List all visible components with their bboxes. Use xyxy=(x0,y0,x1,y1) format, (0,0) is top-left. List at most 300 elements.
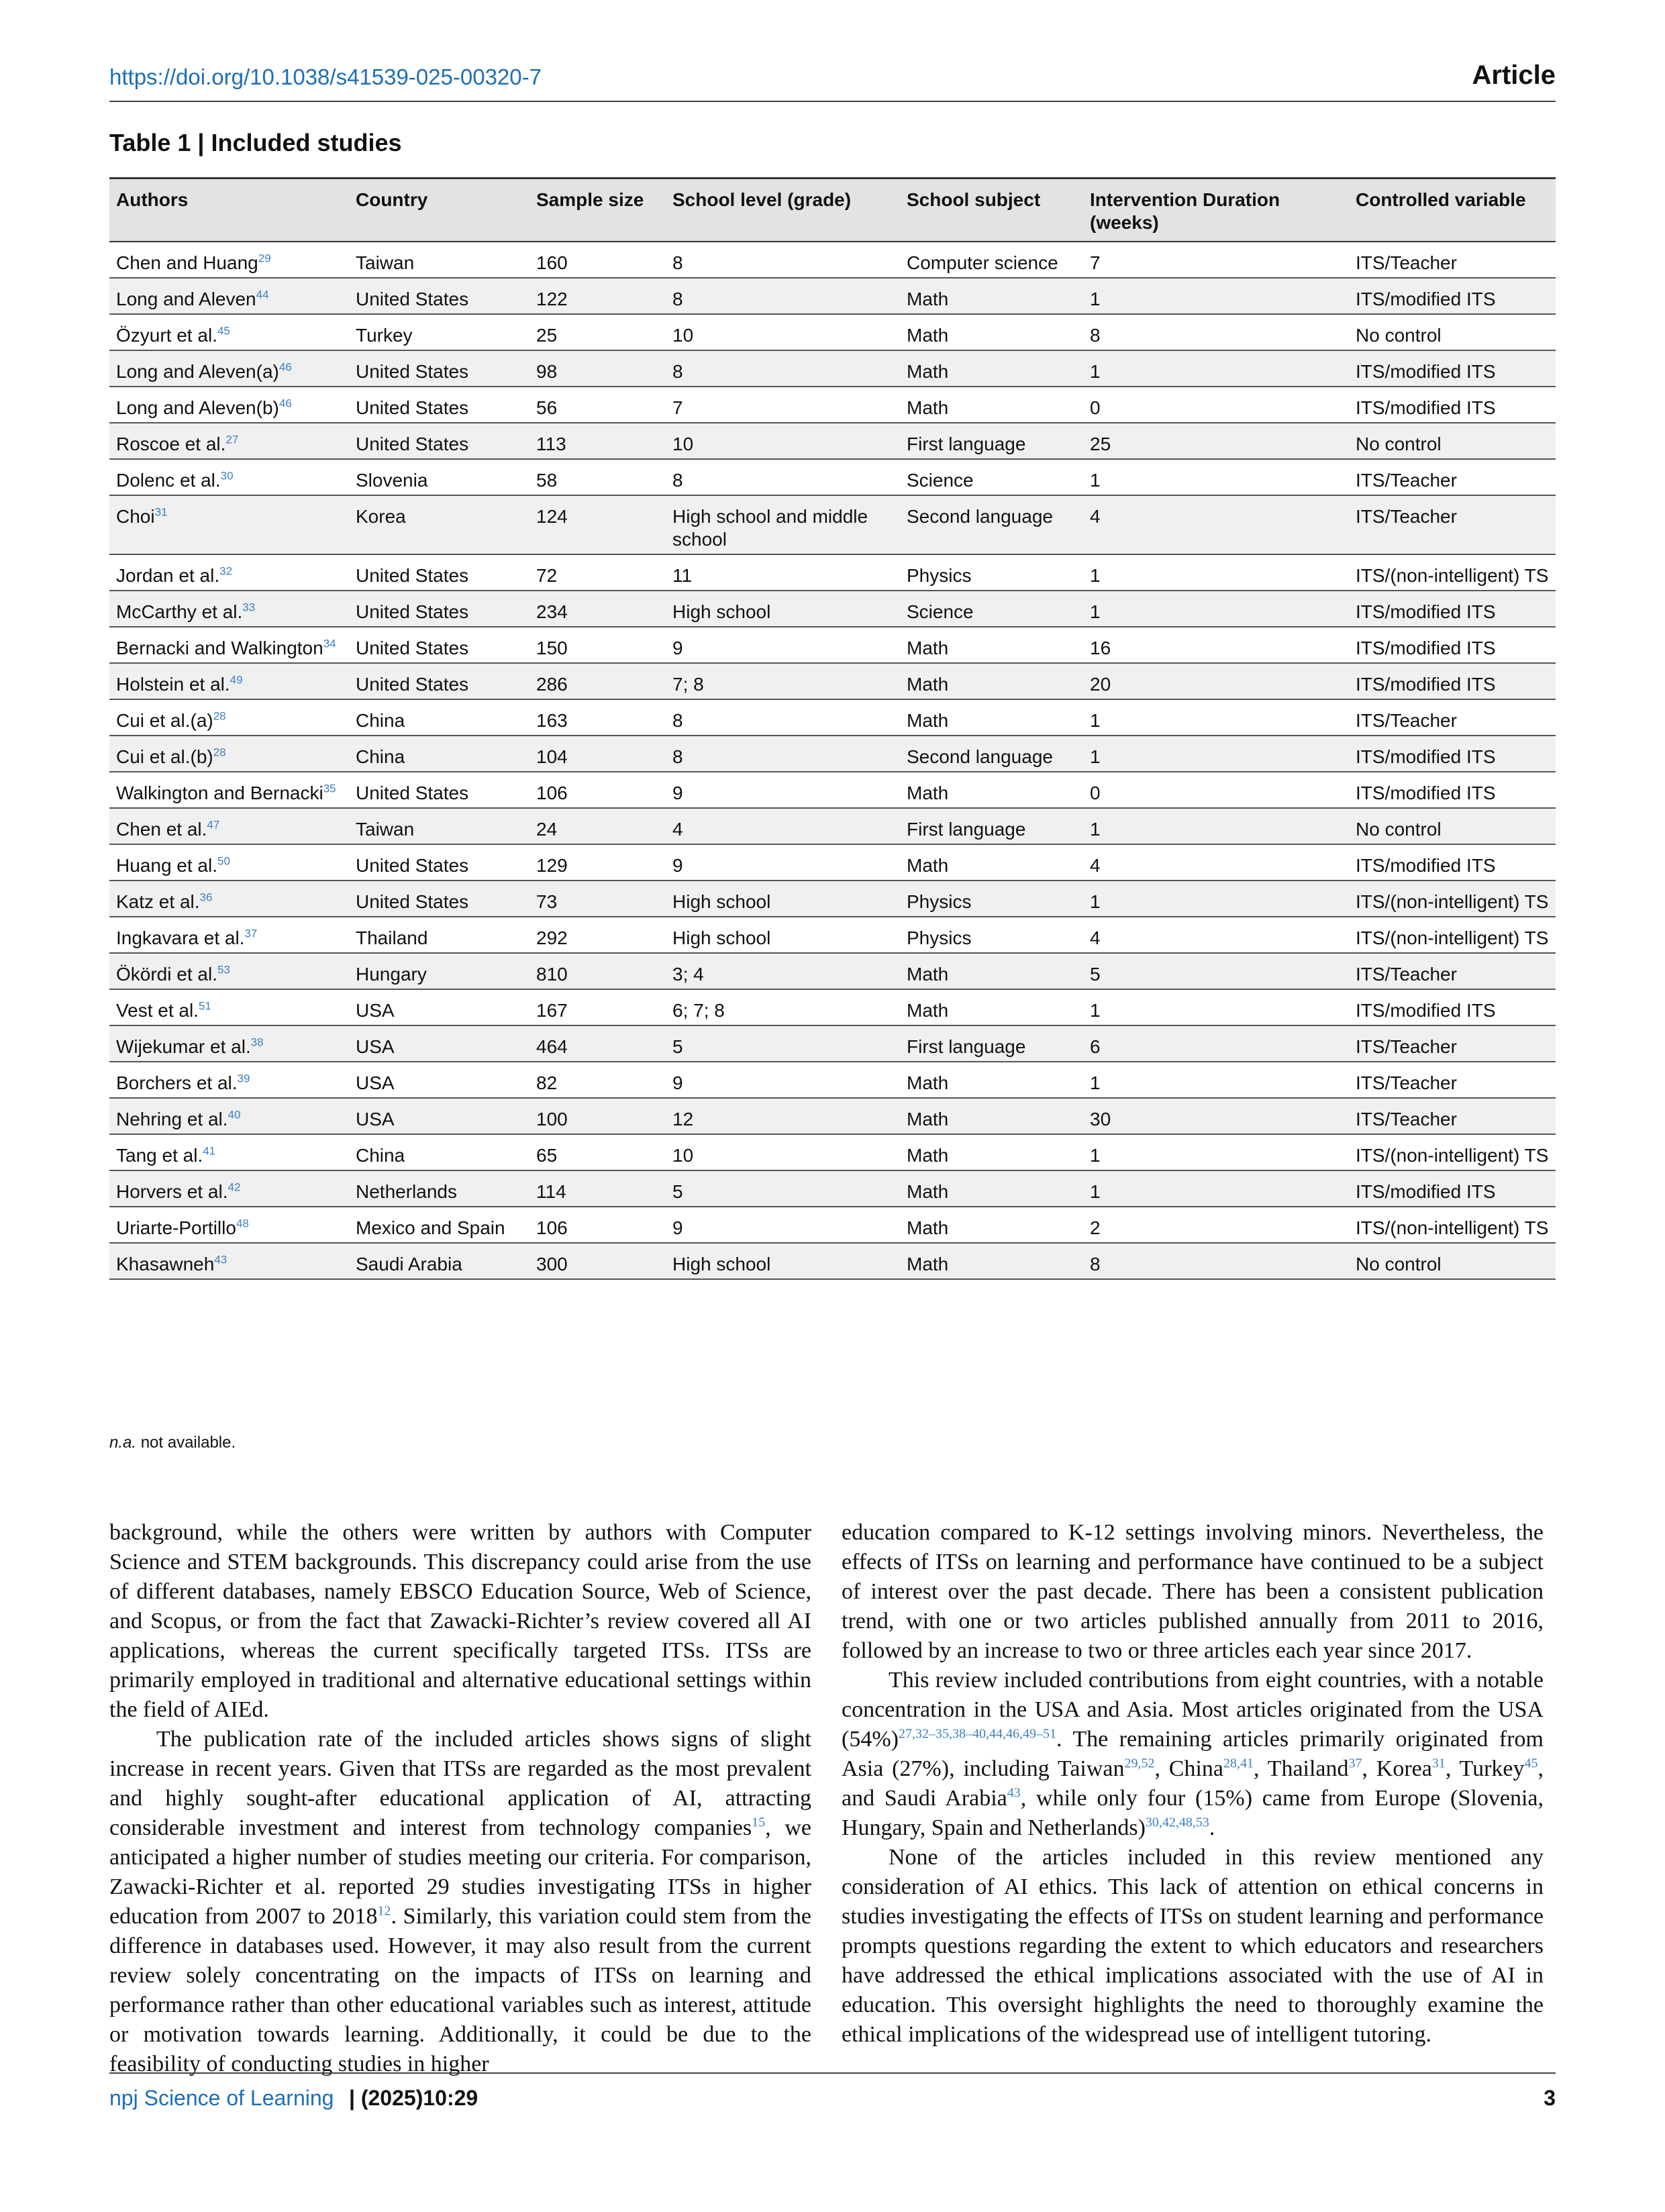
school-level-cell-text: 9 xyxy=(672,638,683,658)
table-row xyxy=(109,699,1556,736)
sample-size-cell-text: 82 xyxy=(536,1072,558,1093)
school-subject-cell-text: Physics xyxy=(907,565,972,586)
sample-size-cell xyxy=(529,844,666,881)
duration-cell-text: 30 xyxy=(1090,1109,1111,1129)
country-cell-text: USA xyxy=(356,1036,395,1057)
paragraph-text: , Korea xyxy=(1362,1756,1432,1781)
controlled-variable-cell-text: ITS/(non-intelligent) TS xyxy=(1356,565,1549,586)
author-cell xyxy=(109,989,349,1025)
author-cell xyxy=(109,1207,349,1243)
duration-cell-text: 1 xyxy=(1090,470,1101,491)
duration-cell-text: 0 xyxy=(1090,783,1101,803)
sample-size-cell xyxy=(529,423,666,459)
author-cell xyxy=(109,242,349,278)
school-level-cell-text: 3; 4 xyxy=(672,964,704,985)
citation-link[interactable]: 30,42,48,53 xyxy=(1145,1815,1209,1830)
country-cell xyxy=(349,350,529,387)
table-row xyxy=(109,1134,1556,1170)
reference-link[interactable]: 44 xyxy=(256,288,269,301)
sample-size-cell xyxy=(529,772,666,808)
table-title: Table 1 | Included studies xyxy=(109,129,402,156)
sample-size-cell xyxy=(529,1098,666,1134)
country-cell-text: Thailand xyxy=(356,927,428,948)
column-header: Intervention Duration (weeks) xyxy=(1083,179,1349,242)
table-row xyxy=(109,663,1556,699)
sample-size-cell xyxy=(529,736,666,772)
duration-cell-text: 16 xyxy=(1090,638,1111,658)
country-cell xyxy=(349,591,529,627)
duration-cell xyxy=(1083,1243,1349,1279)
footer-divider xyxy=(109,2072,1556,2074)
controlled-variable-cell xyxy=(1349,844,1556,881)
sample-size-cell-text: 113 xyxy=(536,434,566,454)
reference-link[interactable]: 46 xyxy=(279,360,292,374)
school-level-cell-text: 11 xyxy=(672,565,693,586)
school-subject-cell-text: Math xyxy=(907,783,949,803)
country-cell-text: Turkey xyxy=(356,325,413,346)
school-subject-cell xyxy=(900,387,1083,423)
reference-link[interactable]: 28 xyxy=(213,746,226,759)
duration-cell-text: 7 xyxy=(1090,252,1101,273)
controlled-variable-cell-text: ITS/Teacher xyxy=(1356,506,1457,527)
duration-cell xyxy=(1083,591,1349,627)
table-row xyxy=(109,844,1556,881)
author-cell-text: Choi xyxy=(116,506,155,527)
controlled-variable-cell xyxy=(1349,387,1556,423)
author-cell xyxy=(109,772,349,808)
school-level-cell xyxy=(666,989,900,1025)
table-row xyxy=(109,242,1556,278)
school-subject-cell xyxy=(900,881,1083,917)
author-cell-text: Dolenc et al. xyxy=(116,470,221,491)
school-subject-cell xyxy=(900,554,1083,591)
table-row xyxy=(109,387,1556,423)
author-cell xyxy=(109,1243,349,1279)
sample-size-cell-text: 106 xyxy=(536,1217,568,1238)
author-cell xyxy=(109,1170,349,1207)
sample-size-cell xyxy=(529,459,666,495)
sample-size-cell-text: 234 xyxy=(536,601,568,622)
column-header: Controlled variable xyxy=(1349,179,1556,242)
controlled-variable-cell-text: ITS/modified ITS xyxy=(1356,746,1496,767)
school-subject-cell xyxy=(900,1062,1083,1098)
controlled-variable-cell-text: ITS/Teacher xyxy=(1356,964,1457,985)
school-subject-cell-text: Science xyxy=(907,470,974,491)
paragraph-text: , we anticipated a higher number of studies meeting our criteria. For comparison, Zawacki-Richter et al. reported 29 studies investigating ITSs in higher education from 2007 to 2018 xyxy=(109,1815,811,1929)
reference-link[interactable]: 51 xyxy=(198,999,211,1013)
country-cell-text: United States xyxy=(356,855,469,876)
school-subject-cell xyxy=(900,844,1083,881)
country-cell xyxy=(349,459,529,495)
paragraph-text: , Thailand xyxy=(1254,1756,1349,1781)
controlled-variable-cell-text: ITS/modified ITS xyxy=(1356,361,1496,382)
table-row xyxy=(109,1025,1556,1062)
school-level-cell-text: 10 xyxy=(672,325,694,346)
author-cell-text: Holstein et al. xyxy=(116,674,230,695)
table-row xyxy=(109,627,1556,663)
school-level-cell xyxy=(666,736,900,772)
table-row xyxy=(109,989,1556,1025)
school-level-cell-text: High school xyxy=(672,891,771,912)
school-level-cell xyxy=(666,1243,900,1279)
school-level-cell xyxy=(666,808,900,844)
author-cell xyxy=(109,350,349,387)
duration-cell-text: 0 xyxy=(1090,397,1101,418)
duration-cell-text: 6 xyxy=(1090,1036,1101,1057)
country-cell xyxy=(349,314,529,350)
controlled-variable-cell-text: ITS/modified ITS xyxy=(1356,783,1496,803)
journal-name[interactable]: npj Science of Learning xyxy=(109,2086,334,2110)
country-cell xyxy=(349,736,529,772)
reference-link[interactable]: 38 xyxy=(250,1036,264,1049)
school-level-cell xyxy=(666,917,900,953)
table-body xyxy=(109,242,1556,1279)
sample-size-cell-text: 167 xyxy=(536,1000,568,1021)
table-row xyxy=(109,953,1556,989)
sample-size-cell xyxy=(529,881,666,917)
author-cell-text: Chen and Huang xyxy=(116,252,258,273)
sample-size-cell-text: 24 xyxy=(536,819,558,840)
citation-link[interactable]: 45 xyxy=(1524,1756,1538,1771)
country-cell-text: United States xyxy=(356,638,469,658)
sample-size-cell-text: 106 xyxy=(536,783,568,803)
school-subject-cell xyxy=(900,989,1083,1025)
controlled-variable-cell xyxy=(1349,808,1556,844)
controlled-variable-cell-text: ITS/modified ITS xyxy=(1356,1181,1496,1202)
country-cell-text: United States xyxy=(356,434,469,454)
school-subject-cell-text: Math xyxy=(907,710,949,731)
author-cell-text: Katz et al. xyxy=(116,891,200,912)
author-cell-text: Long and Aleven xyxy=(116,289,256,309)
school-level-cell xyxy=(666,699,900,736)
school-subject-cell-text: Math xyxy=(907,325,949,346)
reference-link[interactable]: 31 xyxy=(154,505,168,519)
school-subject-cell-text: First language xyxy=(907,434,1026,454)
author-cell xyxy=(109,1025,349,1062)
school-level-cell-text: 5 xyxy=(672,1181,683,1202)
reference-link[interactable]: 29 xyxy=(258,252,271,265)
school-level-cell-text: High school and middle school xyxy=(672,506,868,550)
duration-cell xyxy=(1083,663,1349,699)
reference-link[interactable]: 32 xyxy=(219,564,233,578)
school-level-cell-text: 8 xyxy=(672,289,683,309)
reference-link[interactable]: 35 xyxy=(323,782,336,795)
author-cell-text: Cui et al.(b) xyxy=(116,746,213,767)
duration-cell-text: 1 xyxy=(1090,1000,1101,1021)
duration-cell xyxy=(1083,242,1349,278)
sample-size-cell xyxy=(529,1025,666,1062)
paragraph-text: , Turkey xyxy=(1445,1756,1525,1781)
citation-link[interactable]: 31 xyxy=(1431,1756,1446,1771)
table-row xyxy=(109,314,1556,350)
school-subject-cell xyxy=(900,1134,1083,1170)
table-row xyxy=(109,554,1556,591)
table-row xyxy=(109,1243,1556,1279)
controlled-variable-cell xyxy=(1349,459,1556,495)
duration-cell-text: 4 xyxy=(1090,855,1101,876)
school-subject-cell-text: Math xyxy=(907,855,949,876)
author-cell xyxy=(109,554,349,591)
author-cell xyxy=(109,699,349,736)
sample-size-cell-text: 72 xyxy=(536,565,558,586)
school-subject-cell-text: Physics xyxy=(907,891,972,912)
citation-link[interactable]: 37 xyxy=(1348,1756,1362,1771)
column-header: School subject xyxy=(900,179,1083,242)
country-cell-text: Taiwan xyxy=(356,252,415,273)
doi-link[interactable]: https://doi.org/10.1038/s41539-025-00320-7 xyxy=(109,64,542,89)
country-cell xyxy=(349,808,529,844)
school-subject-cell xyxy=(900,808,1083,844)
reference-link[interactable]: 41 xyxy=(203,1144,216,1158)
country-cell-text: Hungary xyxy=(356,964,427,985)
author-cell xyxy=(109,495,349,554)
duration-cell xyxy=(1083,1098,1349,1134)
controlled-variable-cell-text: ITS/Teacher xyxy=(1356,470,1457,491)
author-cell-text: Cui et al.(a) xyxy=(116,710,213,731)
citation-link[interactable]: 27,32–35,38–40,44,46,49–51 xyxy=(898,1726,1056,1742)
country-cell-text: China xyxy=(356,1145,405,1166)
school-subject-cell xyxy=(900,591,1083,627)
sample-size-cell-text: 100 xyxy=(536,1109,568,1129)
duration-cell-text: 1 xyxy=(1090,819,1101,840)
author-cell-text: Uriarte-Portillo xyxy=(116,1217,236,1238)
duration-cell-text: 20 xyxy=(1090,674,1111,695)
author-cell-text: Wijekumar et al. xyxy=(116,1036,251,1057)
school-level-cell-text: 8 xyxy=(672,252,683,273)
reference-link[interactable]: 34 xyxy=(323,637,336,650)
controlled-variable-cell-text: ITS/modified ITS xyxy=(1356,289,1496,309)
duration-cell xyxy=(1083,1170,1349,1207)
citation-link[interactable]: 15 xyxy=(752,1815,766,1830)
reference-link[interactable]: 45 xyxy=(217,324,230,338)
reference-link[interactable]: 28 xyxy=(213,709,226,723)
reference-link[interactable]: 33 xyxy=(242,601,256,614)
country-cell-text: Saudi Arabia xyxy=(356,1254,462,1274)
controlled-variable-cell xyxy=(1349,627,1556,663)
controlled-variable-cell-text: ITS/modified ITS xyxy=(1356,601,1496,622)
author-cell xyxy=(109,1062,349,1098)
author-cell xyxy=(109,881,349,917)
school-level-cell-text: 10 xyxy=(672,434,694,454)
school-level-cell xyxy=(666,844,900,881)
body-paragraph xyxy=(109,1725,811,2079)
school-subject-cell xyxy=(900,1025,1083,1062)
reference-link[interactable]: 53 xyxy=(217,963,230,976)
sample-size-cell-text: 129 xyxy=(536,855,568,876)
duration-cell-text: 1 xyxy=(1090,565,1101,586)
sample-size-cell-text: 464 xyxy=(536,1036,568,1057)
author-cell-text: Chen et al. xyxy=(116,819,207,840)
author-cell xyxy=(109,1098,349,1134)
country-cell xyxy=(349,1062,529,1098)
sample-size-cell-text: 73 xyxy=(536,891,558,912)
school-level-cell xyxy=(666,591,900,627)
controlled-variable-cell-text: ITS/Teacher xyxy=(1356,252,1457,273)
school-subject-cell-text: First language xyxy=(907,1036,1026,1057)
country-cell xyxy=(349,423,529,459)
controlled-variable-cell-text: ITS/(non-intelligent) TS xyxy=(1356,927,1549,948)
duration-cell-text: 2 xyxy=(1090,1217,1101,1238)
table-row xyxy=(109,423,1556,459)
author-cell-text: Ingkavara et al. xyxy=(116,927,245,948)
paragraph-text: This review included contributions from eight countries, with a notable concentration in the USA and Asia. Most articles originated from the USA (54%) xyxy=(842,1668,1544,1752)
school-level-cell-text: 9 xyxy=(672,855,683,876)
school-subject-cell-text: Computer science xyxy=(907,252,1058,273)
author-cell-text: Özyurt et al. xyxy=(116,325,217,346)
column-header: School level (grade) xyxy=(666,179,900,242)
reference-link[interactable]: 48 xyxy=(236,1217,249,1230)
duration-cell xyxy=(1083,387,1349,423)
sample-size-cell-text: 124 xyxy=(536,506,568,527)
country-cell xyxy=(349,844,529,881)
sample-size-cell-text: 150 xyxy=(536,638,568,658)
controlled-variable-cell-text: No control xyxy=(1356,1254,1442,1274)
reference-link[interactable]: 50 xyxy=(217,854,230,868)
citation-link[interactable]: 29,52 xyxy=(1124,1756,1155,1771)
reference-link[interactable]: 30 xyxy=(220,469,234,483)
controlled-variable-cell xyxy=(1349,495,1556,554)
author-cell-text: Long and Aleven(a) xyxy=(116,361,279,382)
reference-link[interactable]: 49 xyxy=(230,673,243,687)
author-cell-text: Vest et al. xyxy=(116,1000,199,1021)
school-subject-cell xyxy=(900,953,1083,989)
sample-size-cell xyxy=(529,699,666,736)
table-row xyxy=(109,917,1556,953)
school-subject-cell-text: Math xyxy=(907,361,949,382)
author-cell xyxy=(109,953,349,989)
duration-cell xyxy=(1083,808,1349,844)
school-level-cell-text: High school xyxy=(672,927,771,948)
school-subject-cell xyxy=(900,350,1083,387)
controlled-variable-cell xyxy=(1349,1062,1556,1098)
sample-size-cell-text: 160 xyxy=(536,252,568,273)
duration-cell xyxy=(1083,917,1349,953)
reference-link[interactable]: 40 xyxy=(228,1108,241,1121)
country-cell-text: United States xyxy=(356,289,469,309)
sample-size-cell-text: 98 xyxy=(536,361,558,382)
school-level-cell xyxy=(666,627,900,663)
author-cell xyxy=(109,387,349,423)
controlled-variable-cell xyxy=(1349,1098,1556,1134)
country-cell xyxy=(349,554,529,591)
sample-size-cell-text: 286 xyxy=(536,674,568,695)
sample-size-cell xyxy=(529,917,666,953)
country-cell-text: Mexico and Spain xyxy=(356,1217,505,1238)
table-row xyxy=(109,591,1556,627)
controlled-variable-cell xyxy=(1349,1170,1556,1207)
country-cell xyxy=(349,387,529,423)
school-level-cell xyxy=(666,663,900,699)
controlled-variable-cell xyxy=(1349,278,1556,314)
controlled-variable-cell-text: ITS/Teacher xyxy=(1356,1109,1457,1129)
controlled-variable-cell xyxy=(1349,989,1556,1025)
sample-size-cell xyxy=(529,1062,666,1098)
author-cell-text: Khasawneh xyxy=(116,1254,215,1274)
country-cell-text: United States xyxy=(356,565,469,586)
sample-size-cell xyxy=(529,495,666,554)
paragraph-text: . xyxy=(1209,1815,1215,1840)
school-level-cell xyxy=(666,1025,900,1062)
school-level-cell-text: 9 xyxy=(672,783,683,803)
school-subject-cell xyxy=(900,627,1083,663)
included-studies-table xyxy=(109,177,1556,1280)
school-level-cell xyxy=(666,1098,900,1134)
school-level-cell-text: 8 xyxy=(672,361,683,382)
reference-link[interactable]: 39 xyxy=(237,1072,250,1085)
school-subject-cell-text: Math xyxy=(907,964,949,985)
reference-link[interactable]: 42 xyxy=(228,1180,241,1194)
country-cell xyxy=(349,1207,529,1243)
controlled-variable-cell-text: ITS/modified ITS xyxy=(1356,674,1496,695)
duration-cell-text: 1 xyxy=(1090,746,1101,767)
sample-size-cell xyxy=(529,350,666,387)
citation-link[interactable]: 12 xyxy=(377,1903,391,1919)
reference-link[interactable]: 27 xyxy=(225,433,239,446)
reference-link[interactable]: 46 xyxy=(279,397,292,410)
citation-link[interactable]: 28,41 xyxy=(1223,1756,1254,1771)
table-row xyxy=(109,808,1556,844)
paragraph-text: None of the articles included in this review mentioned any consideration of AI ethics. This lack of attention on ethical concerns in studies investigating the effects of ITSs on student learning and performance prompts questions regarding the extent to which educators and researchers have addressed the ethical implications associated with the use of AI in education. This oversight highlights the need to thoroughly examine the ethical implications of the widespread use of intelligent tutoring. xyxy=(842,1845,1544,2047)
school-level-cell xyxy=(666,350,900,387)
sample-size-cell xyxy=(529,1134,666,1170)
school-level-cell xyxy=(666,278,900,314)
country-cell-text: United States xyxy=(356,361,469,382)
school-subject-cell xyxy=(900,242,1083,278)
author-cell xyxy=(109,844,349,881)
duration-cell xyxy=(1083,459,1349,495)
duration-cell xyxy=(1083,736,1349,772)
sample-size-cell xyxy=(529,387,666,423)
sample-size-cell-text: 58 xyxy=(536,470,558,491)
school-subject-cell-text: Math xyxy=(907,1072,949,1093)
controlled-variable-cell xyxy=(1349,1025,1556,1062)
duration-cell xyxy=(1083,881,1349,917)
author-cell xyxy=(109,278,349,314)
reference-link[interactable]: 36 xyxy=(199,891,213,904)
table-row xyxy=(109,881,1556,917)
duration-cell xyxy=(1083,1207,1349,1243)
country-cell xyxy=(349,953,529,989)
school-subject-cell-text: Math xyxy=(907,674,949,695)
citation-link[interactable]: 43 xyxy=(1007,1785,1021,1801)
body-paragraph xyxy=(109,1518,811,1725)
reference-link[interactable]: 43 xyxy=(214,1253,228,1266)
footnote-abbr: n.a. xyxy=(109,1434,137,1452)
country-cell-text: United States xyxy=(356,601,469,622)
controlled-variable-cell-text: ITS/Teacher xyxy=(1356,1036,1457,1057)
school-subject-cell-text: Math xyxy=(907,1145,949,1166)
controlled-variable-cell-text: No control xyxy=(1356,325,1442,346)
school-level-cell xyxy=(666,1170,900,1207)
reference-link[interactable]: 47 xyxy=(207,818,220,832)
school-level-cell xyxy=(666,387,900,423)
school-subject-cell-text: Math xyxy=(907,1000,949,1021)
school-subject-cell xyxy=(900,1098,1083,1134)
duration-cell-text: 1 xyxy=(1090,601,1101,622)
body-paragraph xyxy=(842,1518,1544,1666)
school-subject-cell xyxy=(900,736,1083,772)
controlled-variable-cell-text: ITS/Teacher xyxy=(1356,1072,1457,1093)
school-subject-cell-text: Math xyxy=(907,1181,949,1202)
author-cell-text: Ökördi et al. xyxy=(116,964,217,985)
school-level-cell xyxy=(666,242,900,278)
duration-cell-text: 5 xyxy=(1090,964,1101,985)
country-cell-text: United States xyxy=(356,397,469,418)
body-column-right xyxy=(842,1518,1544,2050)
sample-size-cell-text: 163 xyxy=(536,710,568,731)
controlled-variable-cell xyxy=(1349,554,1556,591)
reference-link[interactable]: 37 xyxy=(244,927,258,940)
